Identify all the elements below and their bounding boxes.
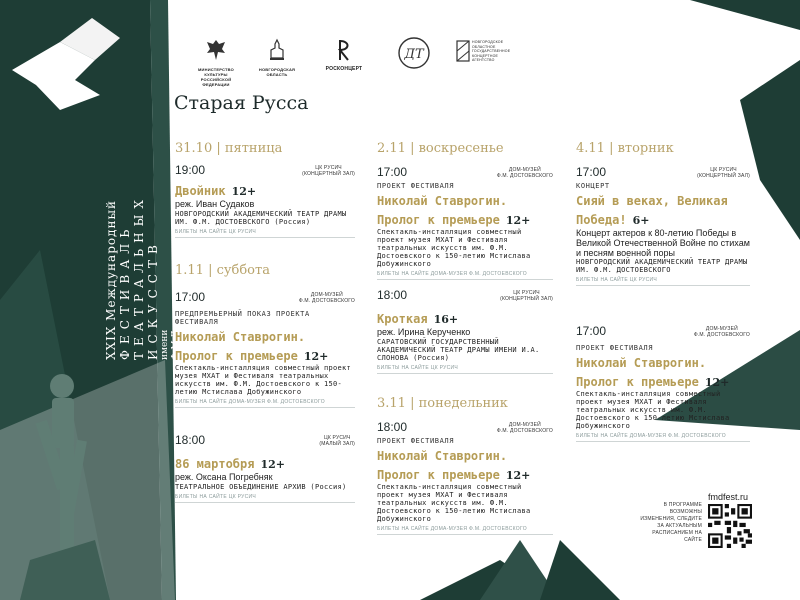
rosconcert-logo — [322, 38, 366, 72]
festival-word: ФЕСТИВАЛЬ — [118, 223, 132, 360]
event-director: реж. Ирина Керученко — [377, 327, 471, 337]
event-description: Спектакль-инсталляция совместный проект музея МХАТ и Фестиваля театральных искусств им. Ф.М. Достоевского к 150-летию Мстислава Добужинского — [576, 390, 730, 430]
event-stavrogin-4 — [576, 324, 750, 442]
event-pretitle: ПРОЕКТ ФЕСТИВАЛЯ — [377, 437, 455, 445]
event-title: Кроткая — [377, 312, 428, 326]
event-pretitle: ПРОЕКТ ФЕСТИВАЛЯ — [377, 182, 455, 190]
day-header-1-11: 1.11 | суббота — [175, 263, 270, 278]
event-title: Николай Ставрогин. Пролог к премьере — [377, 449, 508, 482]
event-description: ТЕАТРАЛЬНОЕ ОБЪЕДИНЕНИЕ АРХИВ (Россия) — [175, 483, 347, 491]
event-time: 17:00 — [377, 165, 408, 179]
event-venue: ДОМ-МУЗЕЙ Ф.М. ДОСТОЕВСКОГО — [693, 326, 750, 338]
event-86-martobrya — [175, 433, 355, 503]
festival-vertical-title — [104, 100, 182, 360]
age-rating: 12+ — [231, 185, 257, 198]
event-time: 18:00 — [377, 420, 408, 434]
top-right-triangle — [690, 0, 800, 30]
festival-theatre-word: ТЕАТРАЛЬНЫХ — [132, 194, 146, 360]
monogram-icon — [397, 36, 431, 70]
novgorod-caption: НОВГОРОДСКАЯ ОБЛАСТЬ — [258, 67, 296, 77]
event-description: Концерт актеров к 80-летию Победы в Великой Отечественной Войне по стихам и песням военной поры — [576, 228, 750, 258]
event-title: Николай Ставрогин. Пролог к премьере — [175, 330, 306, 363]
tickets-link[interactable]: БИЛЕТЫ НА САЙТЕ ДОМА-МУЗЕЯ Ф.М. ДОСТОЕВСКОГО — [377, 526, 527, 532]
kremlin-icon — [267, 38, 287, 62]
tickets-link[interactable]: БИЛЕТЫ НА САЙТЕ ЦК РУСИЧ — [175, 229, 257, 235]
festival-named: имени — [160, 329, 170, 360]
event-venue: ДОМ-МУЗЕЙ Ф.М. ДОСТОЕВСКОГО — [298, 292, 355, 304]
ministry-caption: МИНИСТЕРСТВО КУЛЬТУРЫ РОССИЙСКОЙ ФЕДЕРАЦИИ — [198, 67, 234, 87]
tickets-link[interactable]: БИЛЕТЫ НА САЙТЕ ДОМА-МУЗЕЯ Ф.М. ДОСТОЕВСКОГО — [576, 433, 726, 439]
event-stavrogin-1 — [175, 290, 355, 408]
event-description: Спектакль-инсталляция совместный проект музея МХАТ и Фестиваля театральных искусств им. Ф.М. Достоевского к 150-летию Мстислава Добужинского — [377, 228, 531, 268]
event-description: Спектакль-инсталляция совместный проект музея МХАТ и Фестиваля театральных искусств им. Ф.М. Достоевского к 150-летию Мстислава Добужинского — [175, 364, 352, 396]
festival-arts-word: ИСКУССТВ — [146, 239, 160, 360]
novgorod-logo — [258, 38, 296, 77]
event-venue: ЦК РУСИЧ (КОНЦЕРТНЫЙ ЗАЛ) — [697, 167, 750, 179]
event-director: реж. Иван Судаков — [175, 199, 255, 209]
philharmonic-icon — [456, 40, 470, 62]
event-title: Сияй в веках, Великая Победа! — [576, 194, 728, 227]
event-time: 17:00 — [576, 324, 607, 338]
event-troupe: НОВГОРОДСКИЙ АКАДЕМИЧЕСКИЙ ТЕАТР ДРАМЫ ИМ. Ф.М. ДОСТОЕВСКОГО — [576, 258, 748, 274]
age-rating: 12+ — [303, 350, 329, 363]
event-pretitle: ПРОЕКТ ФЕСТИВАЛЯ — [576, 344, 654, 352]
eagle-icon — [205, 38, 227, 62]
event-description: САРАТОВСКИЙ ГОСУДАРСТВЕННЫЙ АКАДЕМИЧЕСКИЙ ТЕАТР ДРАМЫ ИМЕНИ И.А. СЛОНОВА (Россия) — [377, 338, 540, 362]
event-stavrogin-2 — [377, 165, 553, 280]
event-pretitle: КОНЦЕРТ — [576, 182, 610, 190]
program-change-note: В ПРОГРАММЕ ВОЗМОЖНЫ ИЗМЕНЕНИЯ, СЛЕДИТЕ ЗА АКТУАЛЬНЫМ РАСПИСАНИЕМ НА САЙТЕ — [640, 502, 702, 543]
day-header-3-11: 3.11 | понедельник — [377, 396, 508, 411]
tickets-link[interactable]: БИЛЕТЫ НА САЙТЕ ЦК РУСИЧ — [377, 365, 459, 371]
day-header-2-11: 2.11 | воскресенье — [377, 141, 504, 156]
day-header-4-11: 4.11 | вторник — [576, 141, 674, 156]
event-title: Николай Ставрогин. Пролог к премьере — [377, 194, 508, 227]
event-dvoynik — [175, 163, 355, 238]
event-description: Спектакль-инсталляция совместный проект музея МХАТ и Фестиваля театральных искусств им. Ф.М. Достоевского к 150-летию Мстислава Добужинского — [377, 483, 531, 523]
event-title: Николай Ставрогин. Пролог к премьере — [576, 356, 707, 389]
philharmonic-logo — [456, 40, 518, 63]
event-venue: ЦК РУСИЧ (КОНЦЕРТНЫЙ ЗАЛ) — [500, 290, 553, 302]
age-rating: 6+ — [632, 214, 650, 227]
website-link[interactable]: fmdfest.ru — [708, 492, 749, 502]
event-concert-pobeda — [576, 165, 750, 286]
event-time: 17:00 — [175, 290, 206, 304]
ministry-logo — [190, 38, 242, 87]
age-rating: 12+ — [505, 469, 531, 482]
event-title: 86 мартобря — [175, 457, 255, 471]
rosconcert-icon — [334, 38, 354, 62]
tickets-link[interactable]: БИЛЕТЫ НА САЙТЕ ДОМА-МУЗЕЯ Ф.М. ДОСТОЕВСКОГО — [175, 399, 325, 405]
rosconcert-caption: РОСКОНЦЕРТ — [325, 66, 363, 72]
event-director: реж. Оксана Погребняк — [175, 472, 273, 482]
event-krotkaya — [377, 288, 553, 374]
festival-edition: XXIX Международный — [104, 199, 118, 360]
event-venue: ДОМ-МУЗЕЙ Ф.М. ДОСТОЕВСКОГО — [496, 422, 553, 434]
event-time: 18:00 — [377, 288, 408, 302]
event-venue: ЦК РУСИЧ (МАЛЫЙ ЗАЛ) — [319, 435, 355, 447]
event-stavrogin-3 — [377, 420, 553, 535]
tickets-link[interactable]: БИЛЕТЫ НА САЙТЕ ЦК РУСИЧ — [175, 494, 257, 500]
qr-code-icon[interactable] — [708, 504, 752, 548]
age-rating: 12+ — [260, 458, 286, 471]
age-rating: 12+ — [505, 214, 531, 227]
event-time: 18:00 — [175, 433, 206, 447]
event-description: НОВГОРОДСКИЙ АКАДЕМИЧЕСКИЙ ТЕАТР ДРАМЫ ИМ. Ф.М. ДОСТОЕВСКОГО (Россия) — [175, 210, 347, 226]
event-time: 17:00 — [576, 165, 607, 179]
tickets-link[interactable]: БИЛЕТЫ НА САЙТЕ ДОМА-МУЗЕЯ Ф.М. ДОСТОЕВСКОГО — [377, 271, 527, 277]
event-venue: ЦК РУСИЧ (КОНЦЕРТНЫЙ ЗАЛ) — [302, 165, 355, 177]
event-title: Двойник — [175, 184, 226, 198]
festival-dostoevsky: Ф.М.Достоевского — [171, 272, 181, 360]
event-pretitle: ПРЕДПРЕМЬЕРНЫЙ ПОКАЗ ПРОЕКТА ФЕСТИВАЛЯ — [175, 310, 310, 326]
age-rating: 12+ — [704, 376, 730, 389]
event-time: 19:00 — [175, 163, 206, 177]
day-header-31-10: 31.10 | пятница — [175, 141, 283, 156]
tickets-link[interactable]: БИЛЕТЫ НА САЙТЕ ЦК РУСИЧ — [576, 277, 658, 283]
philharmonic-caption: НОВГОРОДСКОЕ ОБЛАСТНОЕ ГОСУДАРСТВЕННОЕ КОНЦЕРТНОЕ АГЕНТСТВО — [472, 40, 511, 62]
age-rating: 16+ — [433, 313, 459, 326]
svg-text:ДТ: ДТ — [404, 47, 424, 62]
event-venue: ДОМ-МУЗЕЙ Ф.М. ДОСТОЕВСКОГО — [496, 167, 553, 179]
city-title: Старая Русса — [174, 92, 309, 114]
theatre-monogram-logo — [394, 36, 434, 75]
